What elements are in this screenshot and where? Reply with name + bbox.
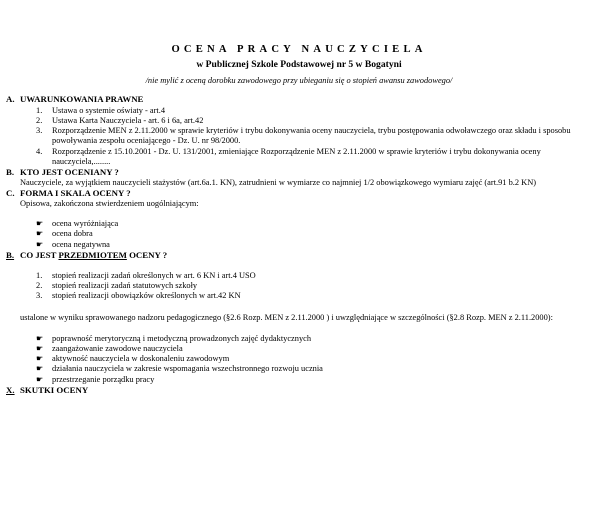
bullet-hand-icon: ☛ bbox=[36, 229, 44, 239]
document-note: /nie mylić z oceną dorobku zawodowego przy ubieganiu się o stopień awansu zawodowego/ bbox=[145, 75, 453, 85]
list-item: ☛ przestrzeganie porządku pracy bbox=[36, 374, 155, 384]
list-item: 1. stopień realizacji zadań określonych w art. 6 KN i art.4 USO bbox=[36, 270, 256, 280]
list-item: 3. Rozporządzenie MEN z 2.11.2000 w sprawie kryteriów i trybu dokonywania oceny nauczyciela, trybu postępowania odwoławczego oraz składu i sposobu powoływania zespołu oceniającego - Dz. U. nr 98/2000. bbox=[36, 126, 571, 146]
list-item: 3. stopień realizacji obowiązków określonych w art.42 KN bbox=[36, 291, 241, 300]
bullet-hand-icon: ☛ bbox=[36, 333, 44, 343]
bullet-hand-icon: ☛ bbox=[36, 354, 44, 363]
list-item: ☛ aktywność nauczyciela w doskonaleniu zawodowym bbox=[36, 354, 230, 363]
bullet-hand-icon: ☛ bbox=[36, 219, 44, 229]
section-title: CO JEST PRZEDMIOTEM OCENY ? bbox=[20, 249, 168, 260]
legal-basis-list bbox=[6, 106, 592, 168]
list-item: 4. Rozporządzenie z 15.10.2001 - Dz. U. 131/2001, zmieniające Rozporządzenie MEN z 2.11.2000 w sprawie kryteriów i trybu dokonywania oceny nauczyciela,........ bbox=[36, 146, 541, 166]
section-letter: B. bbox=[6, 167, 15, 178]
section-text: ustalone w wyniku sprawowanego nadzoru pedagogicznego (§2.6 Rozp. MEN z 2.11.2000 ) i uwzględniające w szczególności (§2.8 Rozp. MEN z 2.11.2000): bbox=[20, 313, 553, 323]
section-text: Opisowa, zakończona stwierdzeniem uogólniającym: bbox=[20, 198, 199, 208]
section-title: FORMA I SKALA OCENY ? bbox=[20, 188, 131, 199]
document-title: OCENA PRACY NAUCZYCIELA bbox=[171, 44, 427, 55]
section-subject-of-evaluation bbox=[6, 250, 592, 385]
bullet-hand-icon: ☛ bbox=[36, 364, 44, 374]
list-item: ☛ działania nauczyciela w zakresie wspomagania wszechstronnego rozwoju ucznia bbox=[36, 364, 323, 374]
evaluation-scope-list bbox=[6, 271, 592, 302]
section-title: KTO JEST OCENIANY ? bbox=[20, 167, 119, 178]
section-legal-basis bbox=[6, 94, 592, 167]
list-item: ☛ ocena negatywna bbox=[36, 239, 110, 249]
section-letter: C. bbox=[6, 188, 15, 199]
list-item: 2. stopień realizacji zadań statutowych szkoły bbox=[36, 280, 198, 290]
list-item: ☛ poprawność merytoryczną i metodyczną prowadzonych zajęć dydaktycznych bbox=[36, 333, 312, 343]
section-consequences bbox=[6, 385, 592, 396]
list-item: ☛ zaangażowanie zawodowe nauczyciela bbox=[36, 343, 183, 353]
document-page bbox=[0, 44, 600, 524]
section-letter: X. bbox=[6, 384, 15, 395]
list-item: ☛ ocena wyróżniająca bbox=[36, 219, 119, 229]
grade-list bbox=[6, 219, 592, 250]
section-title: SKUTKI OCENY bbox=[20, 384, 89, 395]
section-title: UWARUNKOWANIA PRAWNE bbox=[20, 93, 144, 104]
section-text: Nauczyciele, za wyjątkiem nauczycieli stażystów (art.6a.1. KN), zatrudnieni w wymiarze co najmniej 1/2 obowiązkowego wymiaru zajęć (art.91 b.2 KN) bbox=[20, 177, 537, 187]
section-letter: A. bbox=[6, 93, 15, 104]
bullet-hand-icon: ☛ bbox=[36, 343, 44, 353]
list-item: 1. Ustawa o systemie oświaty - art.4 bbox=[36, 105, 166, 115]
criteria-list bbox=[6, 334, 592, 385]
list-item: ☛ ocena dobra bbox=[36, 229, 93, 239]
bullet-hand-icon: ☛ bbox=[36, 374, 44, 384]
section-form-and-scale bbox=[6, 188, 592, 250]
list-item: 2. Ustawa Karta Nauczyciela - art. 6 i 6a, art.42 bbox=[36, 115, 204, 125]
document-subtitle: w Publicznej Szkole Podstawowej nr 5 w Bogatyni bbox=[196, 58, 402, 70]
bullet-hand-icon: ☛ bbox=[36, 239, 44, 249]
section-who-is-evaluated bbox=[6, 167, 592, 188]
section-letter: B. bbox=[6, 249, 15, 260]
